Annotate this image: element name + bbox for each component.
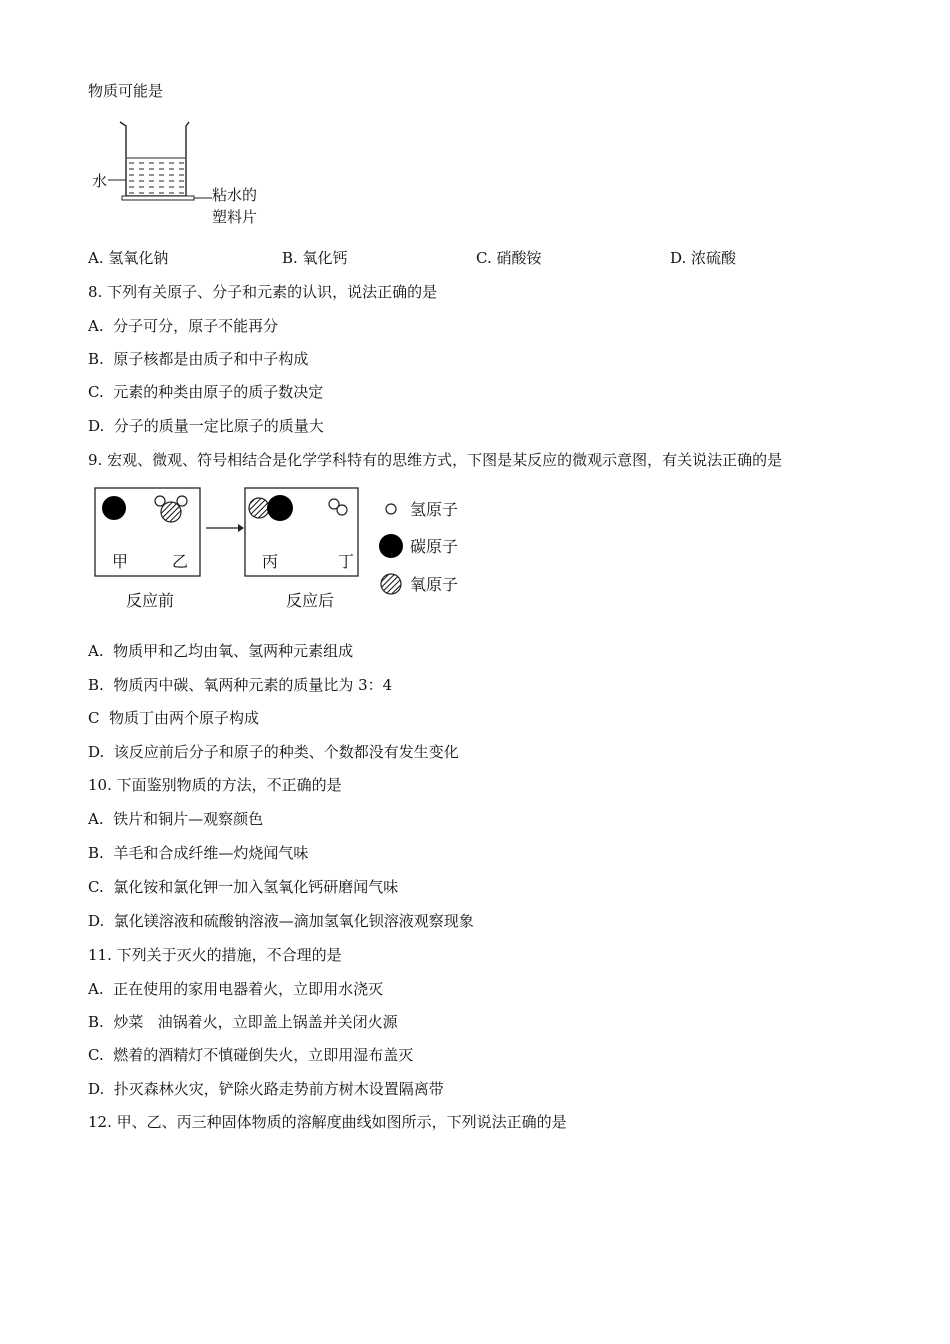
q11-option-d: D. 扑灭森林火灾，铲除火路走势前方树木设置隔离带 [88, 1080, 444, 1098]
q11-option-c: C. 燃着的酒精灯不慎碰倒失火，立即用湿布盖灭 [88, 1046, 414, 1064]
caption-after: 反应后 [286, 591, 335, 610]
legend-oxygen-icon [381, 574, 401, 594]
q8-option-a: A. 分子可分，原子不能再分 [88, 317, 279, 335]
caption-before: 反应前 [126, 591, 175, 610]
plastic-sheet [122, 196, 194, 200]
oxygen-atom [249, 498, 269, 518]
legend-carbon-icon [379, 534, 403, 558]
hydrogen-atom [155, 496, 165, 506]
q10-option-d: D. 氯化镁溶液和硫酸钠溶液—滴加氢氧化钡溶液观察现象 [88, 912, 474, 930]
q10-option-c: C. 氯化铵和氯化钾一加入氢氧化钙研磨闻气味 [88, 878, 399, 896]
q12-stem: 12. 甲、乙、丙三种固体物质的溶解度曲线如图所示，下列说法正确的是 [88, 1113, 567, 1131]
q7-option-c: C. 硝酸铵 [476, 249, 542, 267]
q8-stem: 8. 下列有关原子、分子和元素的认识，说法正确的是 [88, 283, 438, 301]
q8-option-d: D. 分子的质量一定比原子的质量大 [88, 417, 324, 435]
water-in-beaker [127, 158, 185, 195]
label-bing: 丙 [262, 552, 279, 571]
label-jia: 甲 [112, 552, 129, 571]
q7-beaker-figure [88, 118, 278, 230]
plastic-label-line1: 粘水的 [212, 186, 258, 204]
q9-option-c: C 物质丁由两个原子构成 [88, 709, 260, 727]
q11-option-b: B. 炒菜 油锅着火，立即盖上锅盖并关闭火源 [88, 1013, 398, 1031]
q11-stem: 11. 下列关于灭火的措施，不合理的是 [88, 946, 342, 964]
q9-stem: 9. 宏观、微观、符号相结合是化学学科特有的思维方式，下图是某反应的微观示意图，有关说法正确的是 [88, 451, 783, 469]
hydrogen-atom [337, 505, 347, 515]
q7-stem-tail: 物质可能是 [88, 82, 164, 100]
carbon-atom [102, 496, 126, 520]
q10-option-b: B. 羊毛和合成纤维—灼烧闻气味 [88, 844, 309, 862]
q10-option-a: A. 铁片和铜片—观察颜色 [88, 810, 264, 828]
q8-option-b: B. 原子核都是由质子和中子构成 [88, 350, 309, 368]
plastic-label-line2: 塑料片 [212, 208, 258, 226]
q8-option-c: C. 元素的种类由原子的质子数决定 [88, 383, 324, 401]
oxygen-atom [161, 502, 181, 522]
carbon-atom [267, 495, 293, 521]
label-yi: 乙 [172, 552, 189, 571]
q11-option-a: A. 正在使用的家用电器着火，立即用水浇灭 [88, 980, 384, 998]
legend-hydrogen-label: 氢原子 [410, 500, 459, 519]
legend-oxygen-label: 氧原子 [410, 575, 459, 594]
q10-stem: 10. 下面鉴别物质的方法，不正确的是 [88, 776, 342, 794]
q9-reaction-figure [88, 484, 478, 614]
q7-option-d: D. 浓硫酸 [670, 249, 737, 267]
hydrogen-atom [177, 496, 187, 506]
q9-option-a: A. 物质甲和乙均由氧、氢两种元素组成 [88, 642, 354, 660]
q7-option-b: B. 氧化钙 [282, 249, 348, 267]
label-ding: 丁 [338, 552, 355, 571]
legend-hydrogen-icon [386, 504, 396, 514]
q9-option-b: B. 物质丙中碳、氧两种元素的质量比为 3：4 [88, 676, 393, 694]
q9-option-d: D. 该反应前后分子和原子的种类、个数都没有发生变化 [88, 743, 459, 761]
legend-carbon-label: 碳原子 [410, 537, 459, 556]
water-label: 水 [92, 172, 108, 190]
q7-option-a: A. 氢氧化钠 [88, 249, 169, 267]
